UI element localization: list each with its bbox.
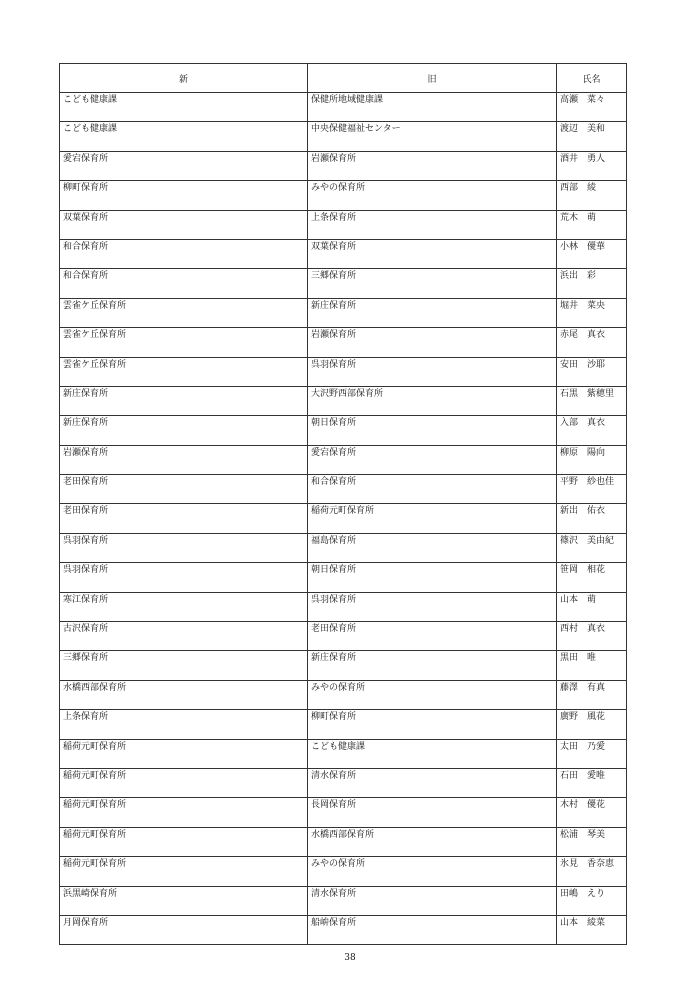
cell-new: 雲雀ケ丘保育所 [60, 298, 308, 327]
table-row [60, 298, 627, 327]
table-row [60, 915, 627, 944]
cell-name: 木村 優花 [557, 798, 627, 827]
table-row [60, 798, 627, 827]
table-row [60, 151, 627, 180]
cell-new: 和合保育所 [60, 239, 308, 268]
cell-old: 岩瀬保育所 [308, 328, 557, 357]
cell-new: 和合保育所 [60, 269, 308, 298]
cell-name: 平野 紗也佳 [557, 475, 627, 504]
cell-new: 浜黒崎保育所 [60, 886, 308, 915]
table-row [60, 181, 627, 210]
cell-old: 双葉保育所 [308, 239, 557, 268]
cell-new: 柳町保育所 [60, 181, 308, 210]
table-row [60, 210, 627, 239]
cell-new: 愛宕保育所 [60, 151, 308, 180]
cell-old: みやの保育所 [308, 181, 557, 210]
cell-old: 清水保育所 [308, 886, 557, 915]
table-row [60, 827, 627, 856]
table-row [60, 768, 627, 797]
cell-old: 新庄保育所 [308, 298, 557, 327]
cell-old: 朝日保育所 [308, 563, 557, 592]
cell-name: 西部 綾 [557, 181, 627, 210]
cell-old: 保健所地域健康課 [308, 93, 557, 122]
cell-name: 石黒 紫穂里 [557, 386, 627, 415]
cell-old: 三郷保育所 [308, 269, 557, 298]
cell-old: 福島保育所 [308, 533, 557, 562]
cell-new: こども健康課 [60, 122, 308, 151]
cell-new: 稲荷元町保育所 [60, 798, 308, 827]
cell-name: 柳原 陽向 [557, 445, 627, 474]
cell-name: 篠沢 美由紀 [557, 533, 627, 562]
table-row [60, 622, 627, 651]
cell-new: 老田保育所 [60, 504, 308, 533]
cell-name: 赤尾 真衣 [557, 328, 627, 357]
cell-new: 老田保育所 [60, 475, 308, 504]
cell-name: 太田 乃愛 [557, 739, 627, 768]
cell-name: 藤澤 有真 [557, 680, 627, 709]
cell-new: 稲荷元町保育所 [60, 739, 308, 768]
cell-name: 西村 真衣 [557, 622, 627, 651]
cell-name: 新出 佑衣 [557, 504, 627, 533]
cell-old: 船峅保育所 [308, 915, 557, 944]
table-row [60, 386, 627, 415]
cell-old: 大沢野西部保育所 [308, 386, 557, 415]
cell-name: 笹岡 相花 [557, 563, 627, 592]
table-row [60, 651, 627, 680]
header-old: 旧 [308, 64, 557, 93]
cell-old: 新庄保育所 [308, 651, 557, 680]
table-row [60, 592, 627, 621]
cell-new: 新庄保育所 [60, 386, 308, 415]
table-row [60, 93, 627, 122]
cell-new: 双葉保育所 [60, 210, 308, 239]
cell-new: 古沢保育所 [60, 622, 308, 651]
table-row [60, 563, 627, 592]
cell-name: 堀井 菜央 [557, 298, 627, 327]
table-row [60, 739, 627, 768]
cell-old: 朝日保育所 [308, 416, 557, 445]
table-row [60, 357, 627, 386]
table-row [60, 416, 627, 445]
table-row [60, 886, 627, 915]
cell-name: 小林 優華 [557, 239, 627, 268]
cell-new: 稲荷元町保育所 [60, 827, 308, 856]
cell-name: 安田 沙耶 [557, 357, 627, 386]
cell-name: 酒井 勇人 [557, 151, 627, 180]
cell-new: 水橋西部保育所 [60, 680, 308, 709]
table-row [60, 269, 627, 298]
cell-new: 雲雀ケ丘保育所 [60, 328, 308, 357]
table-row [60, 328, 627, 357]
cell-new: 月岡保育所 [60, 915, 308, 944]
table-row [60, 533, 627, 562]
cell-name: 田嶋 えり [557, 886, 627, 915]
cell-new: 雲雀ケ丘保育所 [60, 357, 308, 386]
cell-name: 浜出 彩 [557, 269, 627, 298]
cell-new: 寒江保育所 [60, 592, 308, 621]
table-row [60, 445, 627, 474]
cell-old: 柳町保育所 [308, 710, 557, 739]
table-row [60, 122, 627, 151]
cell-old: 愛宕保育所 [308, 445, 557, 474]
cell-new: 新庄保育所 [60, 416, 308, 445]
table-body [60, 93, 627, 945]
cell-old: 上条保育所 [308, 210, 557, 239]
cell-name: 石田 愛唯 [557, 768, 627, 797]
cell-old: こども健康課 [308, 739, 557, 768]
table-row [60, 504, 627, 533]
cell-name: 高瀬 菜々 [557, 93, 627, 122]
cell-new: 呉羽保育所 [60, 533, 308, 562]
table-row [60, 680, 627, 709]
header-new: 新 [60, 64, 308, 93]
cell-new: 稲荷元町保育所 [60, 857, 308, 886]
cell-name: 松浦 琴美 [557, 827, 627, 856]
cell-name: 山本 綾菜 [557, 915, 627, 944]
cell-old: みやの保育所 [308, 680, 557, 709]
cell-old: 清水保育所 [308, 768, 557, 797]
cell-name: 廣野 風花 [557, 710, 627, 739]
cell-new: こども健康課 [60, 93, 308, 122]
table-row [60, 475, 627, 504]
personnel-table [59, 63, 627, 945]
cell-new: 稲荷元町保育所 [60, 768, 308, 797]
cell-new: 上条保育所 [60, 710, 308, 739]
cell-old: 稲荷元町保育所 [308, 504, 557, 533]
header-row [60, 64, 627, 93]
header-name: 氏名 [557, 64, 627, 93]
cell-old: 岩瀬保育所 [308, 151, 557, 180]
cell-old: 呉羽保育所 [308, 592, 557, 621]
cell-name: 荒木 萌 [557, 210, 627, 239]
cell-old: 中央保健福祉センター [308, 122, 557, 151]
cell-old: 水橋西部保育所 [308, 827, 557, 856]
cell-name: 氷見 香奈恵 [557, 857, 627, 886]
cell-name: 渡辺 美和 [557, 122, 627, 151]
cell-new: 三郷保育所 [60, 651, 308, 680]
table-row [60, 239, 627, 268]
cell-old: 和合保育所 [308, 475, 557, 504]
cell-new: 呉羽保育所 [60, 563, 308, 592]
table-row [60, 710, 627, 739]
cell-old: 老田保育所 [308, 622, 557, 651]
table-row [60, 857, 627, 886]
cell-name: 山本 萌 [557, 592, 627, 621]
cell-old: 長岡保育所 [308, 798, 557, 827]
cell-name: 黒田 唯 [557, 651, 627, 680]
cell-name: 入部 真衣 [557, 416, 627, 445]
cell-old: 呉羽保育所 [308, 357, 557, 386]
cell-old: みやの保育所 [308, 857, 557, 886]
cell-new: 岩瀬保育所 [60, 445, 308, 474]
page-number: 38 [344, 953, 356, 963]
